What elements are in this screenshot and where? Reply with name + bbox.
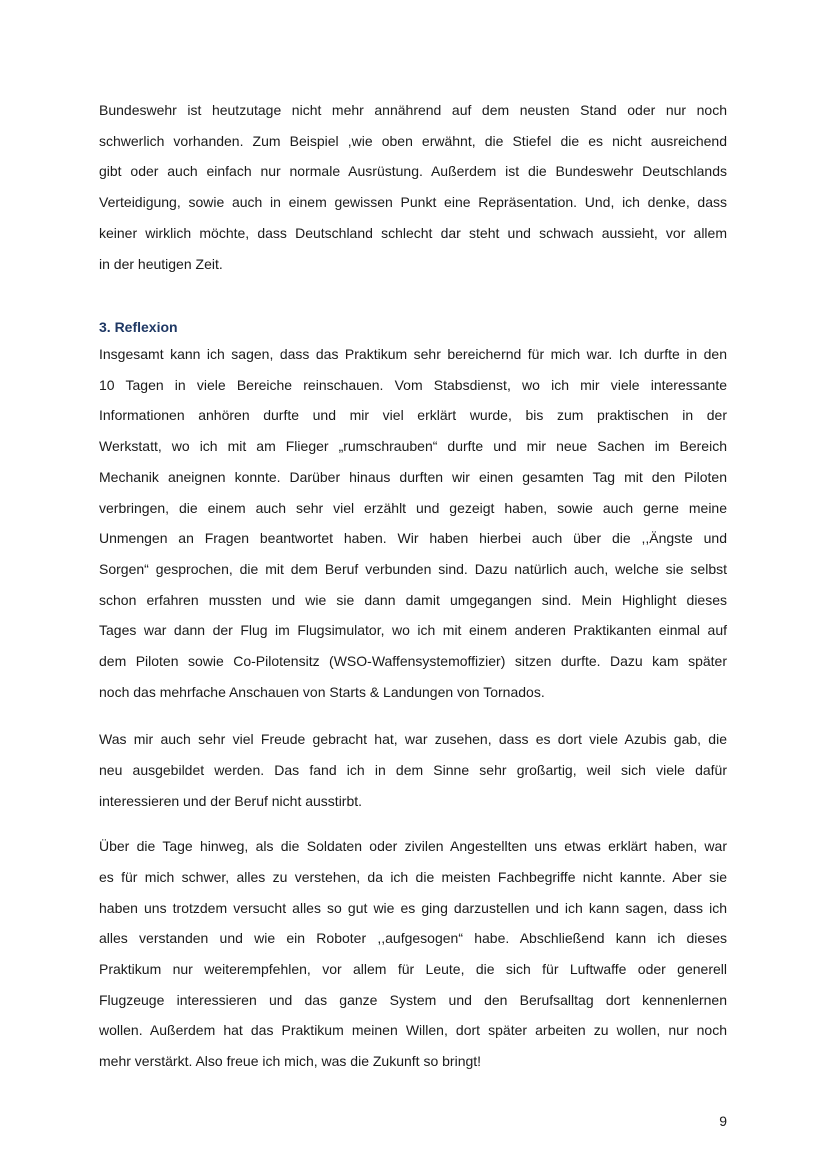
text-line: Werkstatt, wo ich mit am Flieger „rumschrauben“ durfte und mir neue Sachen im Bereich [99, 438, 727, 454]
text-line: 10 Tagen in viele Bereiche reinschauen. Vom Stabsdienst, wo ich mir viele interessante [99, 377, 727, 393]
text-line: Praktikum nur weiterempfehlen, vor allem für Leute, die sich für Luftwaffe oder generell [99, 961, 727, 977]
text-line: schon erfahren mussten und wie sie dann damit umgegangen sind. Mein Highlight dieses [99, 592, 727, 608]
text-line: Informationen anhören durfte und mir viel erklärt wurde, bis zum praktischen in der [99, 407, 727, 423]
text-line: Flugzeuge interessieren und das ganze System und den Berufsalltag dort kennenlernen [99, 992, 727, 1008]
text-line: Über die Tage hinweg, als die Soldaten oder zivilen Angestellten uns etwas erklärt haben, war [99, 838, 727, 854]
text-line: Tages war dann der Flug im Flugsimulator, wo ich mit einem anderen Praktikanten einmal auf [99, 622, 727, 638]
text-line: mehr verstärkt. Also freue ich mich, was die Zukunft so bringt! [99, 1053, 482, 1069]
text-line: Mechanik aneignen konnte. Darüber hinaus durften wir einen gesamten Tag mit den Piloten [99, 469, 727, 485]
text-line: Verteidigung, sowie auch in einem gewissen Punkt eine Repräsentation. Und, ich denke, dass [99, 194, 727, 210]
text-line: dem Piloten sowie Co-Pilotensitz (WSO-Waffensystemoffizier) sitzen durfte. Dazu kam später [99, 653, 727, 669]
text-line: noch das mehrfache Anschauen von Starts & Landungen von Tornados. [99, 684, 545, 700]
text-line: alles verstanden und wie ein Roboter ,,aufgesogen“ habe. Abschließend kann ich dieses [99, 930, 727, 946]
text-line: interessieren und der Beruf nicht ausstirbt. [99, 793, 363, 809]
text-line: Sorgen“ gesprochen, die mit dem Beruf verbunden sind. Dazu natürlich auch, welche sie selbst [99, 561, 727, 577]
text-line: in der heutigen Zeit. [99, 256, 223, 272]
text-line: Was mir auch sehr viel Freude gebracht hat, war zusehen, dass es dort viele Azubis gab, die [99, 731, 727, 747]
text-line: gibt oder auch einfach nur normale Ausrüstung. Außerdem ist die Bundeswehr Deutschlands [99, 163, 727, 179]
text-line: keiner wirklich möchte, dass Deutschland schlecht dar steht und schwach aussieht, vor allem [99, 225, 727, 241]
text-line: Bundeswehr ist heutzutage nicht mehr annährend auf dem neusten Stand oder nur noch [99, 102, 727, 118]
text-line: Insgesamt kann ich sagen, dass das Praktikum sehr bereichernd für mich war. Ich durfte in den [99, 346, 727, 362]
text-line: wollen. Außerdem hat das Praktikum meinen Willen, dort später arbeiten zu wollen, nur noch [99, 1022, 727, 1038]
text-line: schwerlich vorhanden. Zum Beispiel ,wie oben erwähnt, die Stiefel die es nicht ausreichend [99, 133, 727, 149]
text-line: haben uns trotzdem versucht alles so gut wie es ging darzustellen und ich kann sagen, dass ich [99, 900, 727, 916]
text-line: es für mich schwer, alles zu verstehen, da ich die meisten Fachbegriffe nicht kannte. Aber sie [99, 869, 727, 885]
text-line: Unmengen an Fragen beantwortet haben. Wir haben hierbei auch über die ,,Ängste und [99, 530, 727, 546]
section-heading: 3. Reflexion [99, 319, 178, 335]
text-line: neu ausgebildet werden. Das fand ich in dem Sinne sehr großartig, weil sich viele dafür [99, 762, 727, 778]
page-number: 9 [719, 1113, 727, 1129]
text-line: verbringen, die einem auch sehr viel erzählt und gezeigt haben, sowie auch gerne meine [99, 500, 727, 516]
